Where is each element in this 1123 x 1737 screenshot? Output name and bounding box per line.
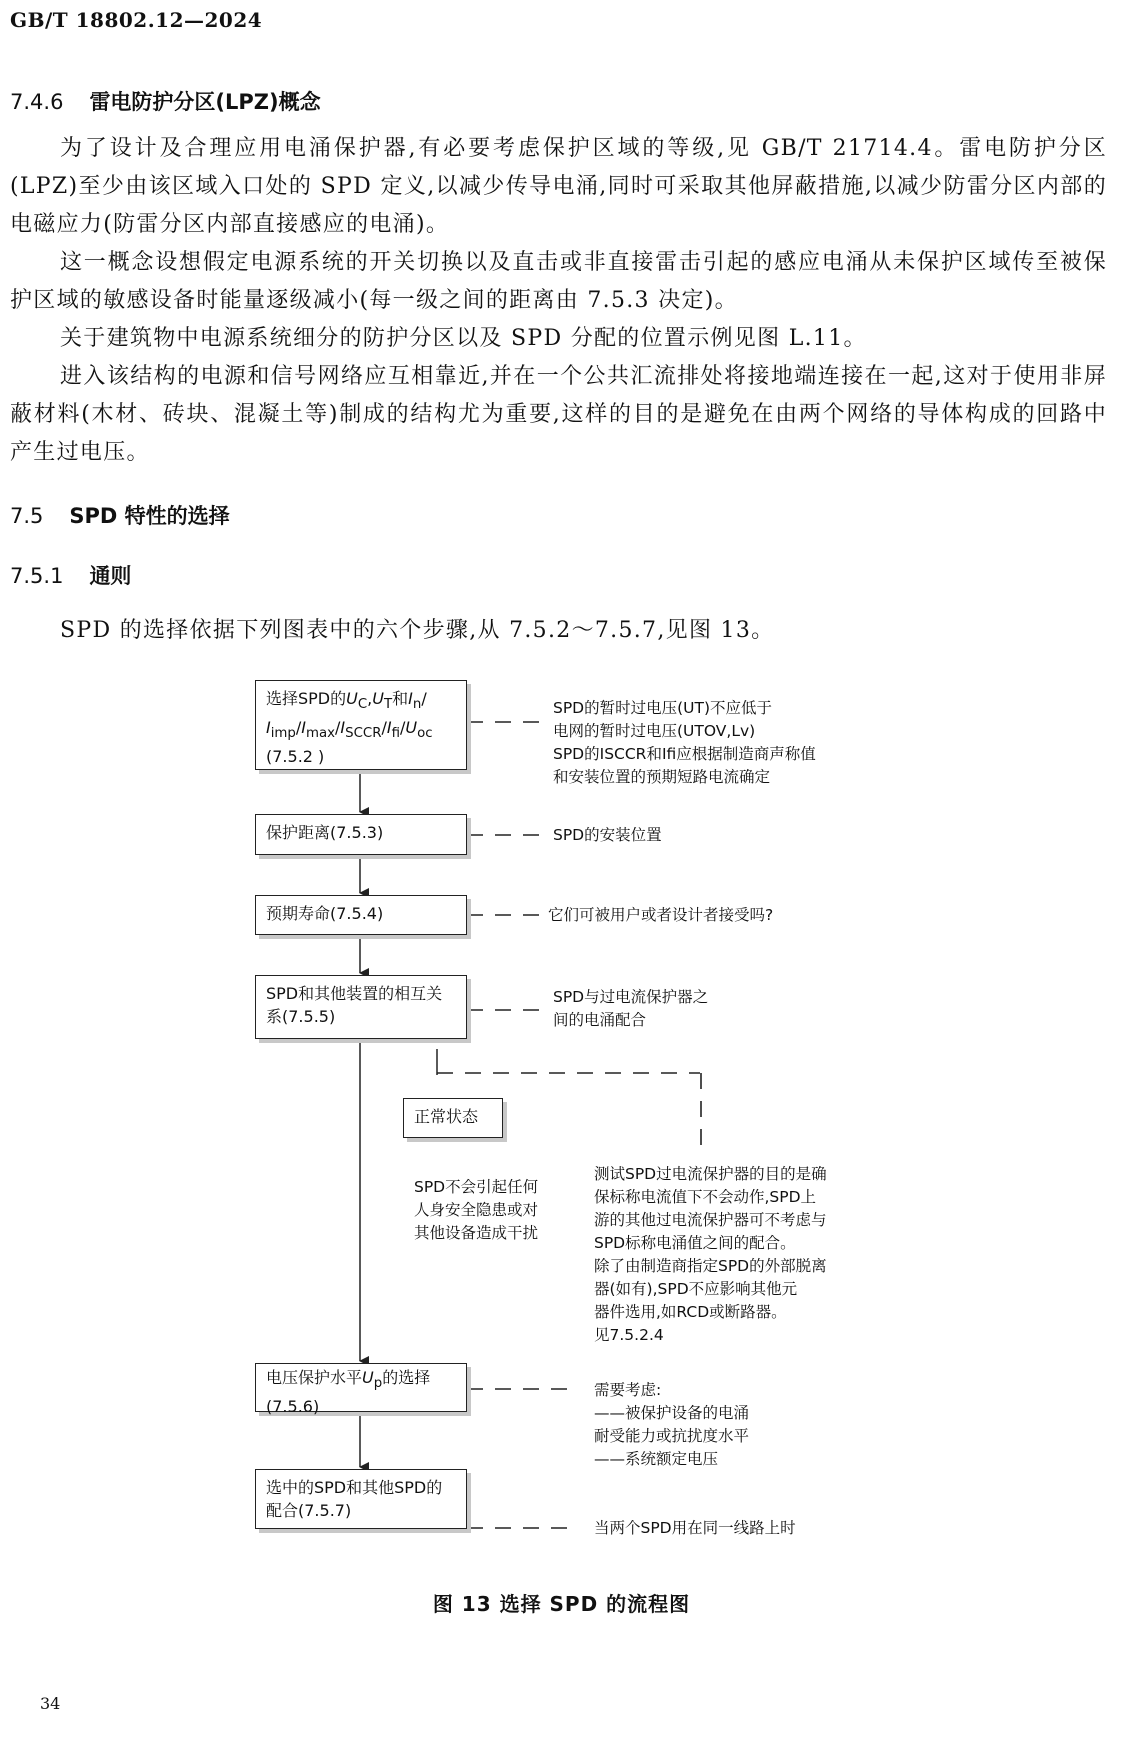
section-title: 通则 [89, 564, 132, 588]
note-considerations: 需要考虑: ——被保护设备的电涌 耐受能力或抗扰度水平 ——系统额定电压 [594, 1381, 750, 1468]
flow-box-protection-distance: 保护距离(7.5.3) [255, 814, 467, 855]
flow-box-interrelation: SPD和其他装置的相互关系(7.5.5) [255, 975, 467, 1039]
box1-line2: $I_{imp}/I_{max}/I_{SCCR}/I_{fi}/U_{oc}$ [266, 718, 433, 742]
box1-line3: (7.5.2 ) [266, 747, 325, 767]
section-number: 7.5 [10, 504, 44, 528]
box5-line1: 电压保护水平$U_p$的选择 [266, 1368, 431, 1392]
flow-box-spd-parameters [255, 680, 467, 770]
flow-box-spd-coordination: 选中的SPD和其他SPD的配合(7.5.7) [255, 1469, 467, 1529]
paragraph-5: SPD 的选择依据下列图表中的六个步骤,从 7.5.2～7.5.7,见图 13。 [60, 618, 775, 643]
box1-line1: 选择SPD的$U_C,U_T$和$I_n/$ [266, 689, 427, 713]
section-title: SPD 特性的选择 [69, 504, 230, 528]
section-number: 7.5.1 [10, 564, 64, 588]
note-installation-position: SPD的安装位置 [553, 826, 662, 844]
paragraph-4: 进入该结构的电源和信号网络应互相靠近,并在一个公共汇流排处将接地端连接在一起,这对于使用非屏蔽材料(木材、砖块、混凝土等)制成的结构尤为重要,这样的目的是避免在由两个网络的导体构成的回路中产生过电压。 [10, 364, 1107, 465]
section-number: 7.4.6 [10, 90, 64, 114]
paragraph-1: 为了设计及合理应用电涌保护器,有必要考虑保护区域的等级,见 GB/T 21714.4。雷电防护分区(LPZ)至少由该区域入口处的 SPD 定义,以减少传导电涌,同时可采取其他屏蔽措施,以减少防雷分区内部的电磁应力(防雷分区内部直接感应的电涌)。 [10, 136, 1107, 237]
note-surge-coordination: SPD与过电流保护器之 间的电涌配合 [553, 988, 709, 1029]
document-header: GB/T 18802.12—2024 [10, 8, 263, 32]
page-number: 34 [40, 1694, 61, 1713]
figure-caption: 图 13 选择 SPD 的流程图 [432, 1592, 691, 1616]
note-overcurrent-test: 测试SPD过电流保护器的目的是确 保标称电流值下不会动作,SPD上 游的其他过电流保护器可不考虑与 SPD标称电涌值之间的配合。 除了由制造商指定SPD的外部脱离 器(如有),SPD不应影响其他元 器件选用,如RCD或断路器。 见7.5.2.4 [594, 1165, 827, 1344]
flow-box-normal-state: 正常状态 [403, 1098, 503, 1138]
paragraph-3: 关于建筑物中电源系统细分的防护分区以及 SPD 分配的位置示例见图 L.11。 [60, 326, 867, 351]
note-temporary-overvoltage: SPD的暂时过电压(UT)不应低于 电网的暂时过电压(UTOV,Lv) SPD的ISCCR和Ifi应根据制造商声称值 和安装位置的预期短路电流确定 [553, 699, 816, 786]
flow-box-voltage-protection-level [255, 1363, 467, 1417]
box5-line2: (7.5.6) [266, 1397, 320, 1417]
paragraph-2: 这一概念设想假定电源系统的开关切换以及直击或非直接雷击引起的感应电涌从未保护区域传至被保护区域的敏感设备时能量逐级减小(每一级之间的距离由 7.5.3 决定)。 [10, 250, 1107, 313]
note-safety: SPD不会引起任何 人身安全隐患或对 其他设备造成干扰 [414, 1178, 539, 1242]
note-two-spd: 当两个SPD用在同一线路上时 [594, 1519, 796, 1537]
flow-box-expected-life: 预期寿命(7.5.4) [255, 895, 467, 935]
note-acceptability: 它们可被用户或者设计者接受吗? [548, 906, 774, 924]
section-title: 雷电防护分区(LPZ)概念 [89, 90, 321, 114]
